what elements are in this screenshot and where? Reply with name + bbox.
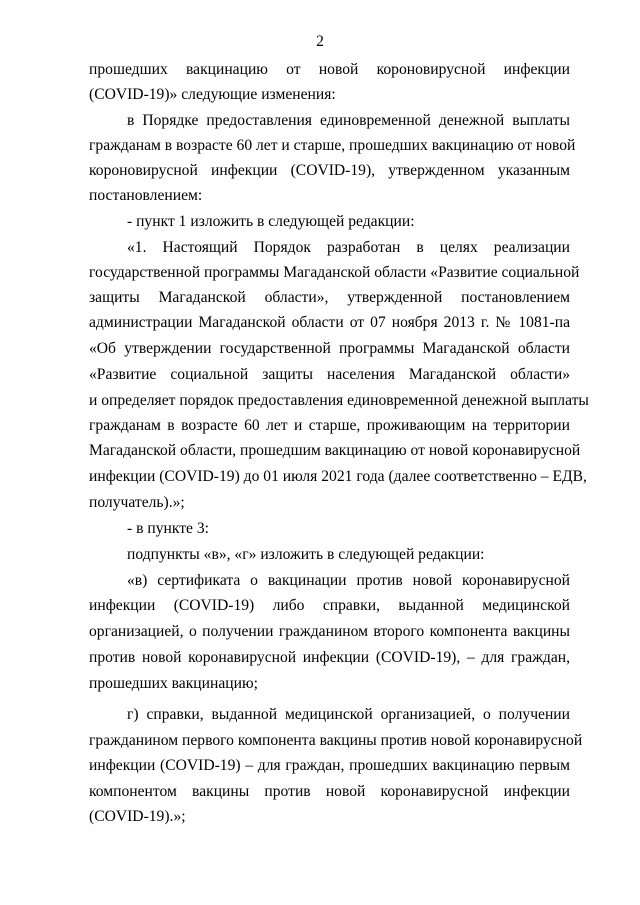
text-line: подпункты «в», «г» изложить в следующей редакции: xyxy=(127,546,485,563)
text-line: - в пункте 3: xyxy=(127,520,209,537)
text-line: государственной программы Магаданской области «Развитие социальной xyxy=(89,264,580,281)
text-line: инфекции (COVID-19) до 01 июля 2021 года (далее соответственно – ЕДВ, xyxy=(89,468,587,485)
text-line: против новой коронавирусной инфекции (COVID-19), – для граждан, xyxy=(89,649,570,666)
text-line: компонентом вакцины против новой коронавирусной инфекции xyxy=(89,783,570,800)
text-line: «1. Настоящий Порядок разработан в целях реализации xyxy=(127,239,570,256)
text-line: организацией, о получении гражданином второго компонента вакцины xyxy=(89,623,570,640)
text-line: - пункт 1 изложить в следующей редакции: xyxy=(127,213,415,230)
page-number: 2 xyxy=(316,33,324,50)
text-line: получатель).»; xyxy=(89,494,185,511)
text-line: администрации Магаданской области от 07 ноября 2013 г. № 1081-па xyxy=(89,314,570,331)
text-line: прошедших вакцинацию; xyxy=(89,675,258,692)
text-line: гражданином первого компонента вакцины против новой коронавирусной xyxy=(89,732,583,749)
text-line: инфекции (COVID-19) – для граждан, прошедших вакцинацию первым xyxy=(89,757,570,774)
text-line: (COVID-19)» следующие изменения: xyxy=(89,86,336,103)
text-line: прошедших вакцинацию от новой короновирусной инфекции xyxy=(89,61,570,78)
text-line: «Об утверждении государственной программы Магаданской области xyxy=(89,340,570,357)
text-line: гражданам в возрасте 60 лет и старше, проживающим на территории xyxy=(89,417,570,434)
text-line: Магаданской области, прошедшим вакцинацию от новой коронавирусной xyxy=(89,442,581,459)
text-line: г) справки, выданной медицинской организацией, о получении xyxy=(127,706,570,723)
text-line: «в) сертификата о вакцинации против новой коронавирусной xyxy=(127,572,570,589)
text-line: и определяет порядок предоставления единовременной денежной выплаты xyxy=(89,392,589,409)
text-line: защиты Магаданской области», утвержденной постановлением xyxy=(89,289,570,306)
text-line: «Развитие социальной защиты населения Магаданской области» xyxy=(89,366,570,383)
text-line: инфекции (COVID-19) либо справки, выданной медицинской xyxy=(89,597,570,614)
text-line: в Порядке предоставления единовременной денежной выплаты xyxy=(127,112,570,129)
text-line: короновирусной инфекции (COVID-19), утвержденном указанным xyxy=(89,162,570,179)
text-line: (COVID-19).»; xyxy=(89,808,186,825)
text-line: гражданам в возрасте 60 лет и старше, прошедших вакцинацию от новой xyxy=(89,137,576,154)
text-line: постановлением: xyxy=(89,187,203,204)
